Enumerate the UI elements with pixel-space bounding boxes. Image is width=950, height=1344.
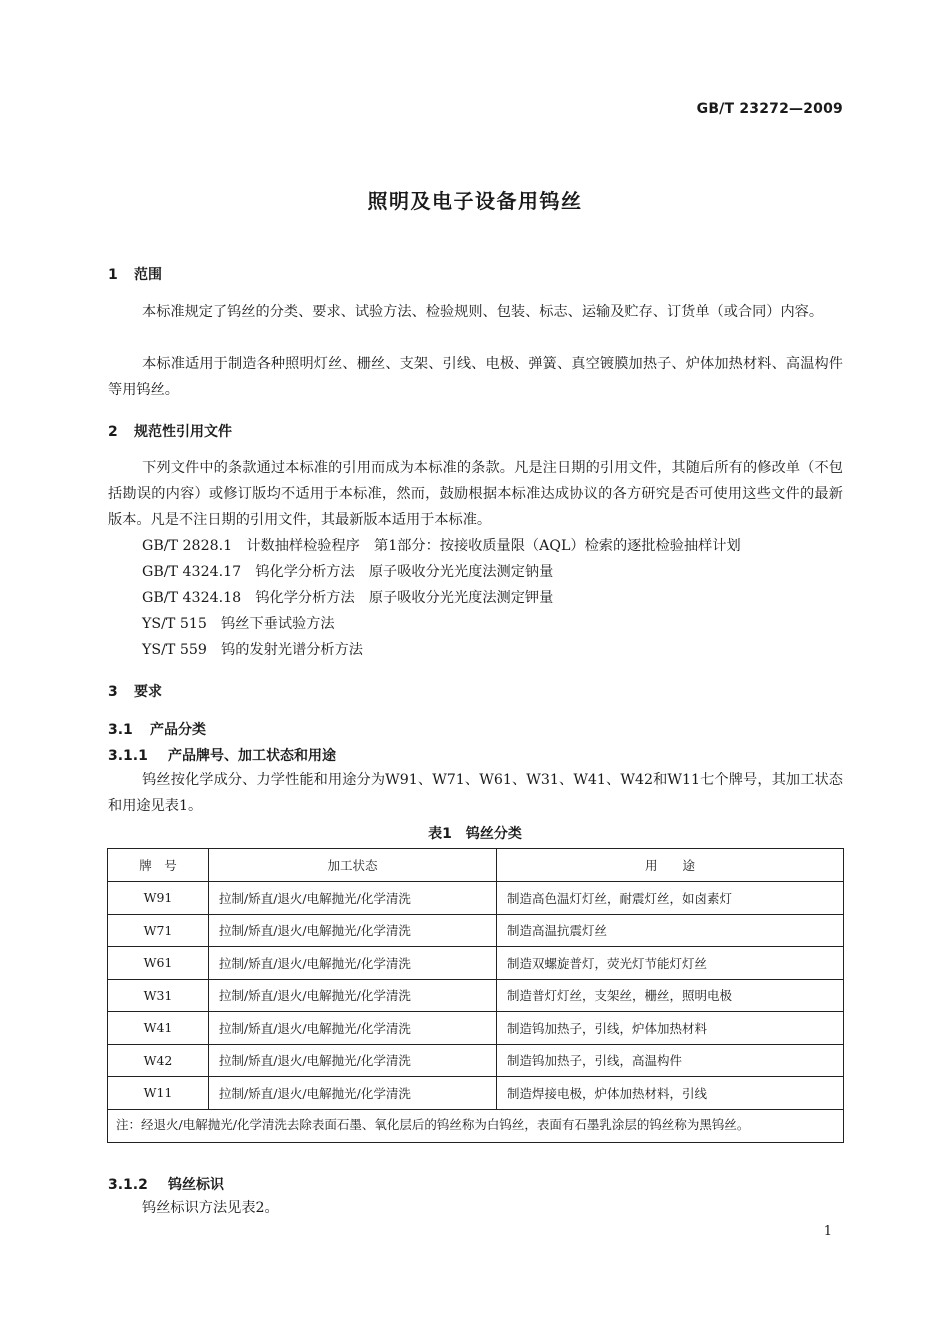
cell-usage: 制造双螺旋普灯，荧光灯节能灯灯丝 [497, 947, 844, 980]
cell-state: 拉制/矫直/退火/电解抛光/化学清洗 [209, 1077, 497, 1110]
col-header-usage: 用 途 [497, 849, 844, 882]
table-header-row [108, 849, 844, 882]
section-number: 3 [108, 684, 118, 700]
section-title: 范围 [134, 267, 162, 283]
section-title: 产品分类 [150, 722, 206, 738]
table-row [108, 914, 844, 947]
cell-grade: W71 [108, 914, 209, 947]
table-row [108, 1044, 844, 1077]
cell-grade: W91 [108, 882, 209, 915]
reference-item: GB/T 2828.1 计数抽样检验程序 第1部分：按接收质量限（AQL）检索的逐批检验抽样计划 [142, 538, 741, 554]
cell-state: 拉制/矫直/退火/电解抛光/化学清洗 [209, 947, 497, 980]
cell-usage: 制造钨加热子，引线，炉体加热材料 [497, 1012, 844, 1045]
references-paragraph: 下列文件中的条款通过本标准的引用而成为本标准的条款。凡是注日期的引用文件，其随后所有的修改单（不包括勘误的内容）或修订版均不适用于本标准，然而，鼓励根据本标准达成协议的各方研究是否可使用这些文件的最新版本。凡是不注日期的引用文件，其最新版本适用于本标准。 [108, 460, 843, 528]
section-title: 钨丝标识 [168, 1177, 224, 1193]
cell-grade: W61 [108, 947, 209, 980]
table-row [108, 979, 844, 1012]
section-3-1-heading [108, 719, 206, 739]
section-number: 2 [108, 424, 118, 440]
section-title: 产品牌号、加工状态和用途 [168, 748, 336, 764]
cell-grade: W31 [108, 979, 209, 1012]
section-3-1-2-heading [108, 1174, 224, 1194]
section-number: 1 [108, 267, 118, 283]
section-title: 要求 [134, 684, 162, 700]
table-row [108, 1077, 844, 1110]
table-1 [107, 848, 844, 1143]
section-number: 3.1 [108, 722, 133, 738]
scope-paragraph-2: 本标准适用于制造各种照明灯丝、栅丝、支架、引线、电极、弹簧、真空镀膜加热子、炉体加热材料、高温构件等用钨丝。 [108, 356, 843, 398]
cell-state: 拉制/矫直/退火/电解抛光/化学清洗 [209, 1044, 497, 1077]
section-3-heading [108, 681, 162, 701]
section-title: 规范性引用文件 [134, 424, 232, 440]
reference-item: GB/T 4324.18 钨化学分析方法 原子吸收分光光度法测定钾量 [142, 590, 554, 606]
standard-number: GB/T 23272—2009 [696, 101, 843, 117]
cell-usage: 制造普灯灯丝，支架丝，栅丝，照明电极 [497, 979, 844, 1012]
section-number: 3.1.2 [108, 1177, 148, 1193]
cell-state: 拉制/矫直/退火/电解抛光/化学清洗 [209, 914, 497, 947]
table-note-row [108, 1109, 844, 1142]
cell-grade: W11 [108, 1077, 209, 1110]
col-header-grade: 牌 号 [108, 849, 209, 882]
section-1-heading [108, 264, 162, 284]
cell-state: 拉制/矫直/退火/电解抛光/化学清洗 [209, 1012, 497, 1045]
cell-grade: W41 [108, 1012, 209, 1045]
page-number: 1 [823, 1224, 832, 1239]
cell-state: 拉制/矫直/退火/电解抛光/化学清洗 [209, 979, 497, 1012]
table-row [108, 1012, 844, 1045]
cell-usage: 制造高色温灯灯丝，耐震灯丝，如卤素灯 [497, 882, 844, 915]
table-row [108, 947, 844, 980]
section-number: 3.1.1 [108, 748, 148, 764]
reference-item: YS/T 515 钨丝下垂试验方法 [142, 616, 335, 632]
section-3-1-1-heading [108, 745, 336, 765]
table-note: 注：经退火/电解抛光/化学清洗去除表面石墨、氧化层后的钨丝称为白钨丝，表面有石墨乳涂层的钨丝称为黑钨丝。 [116, 1116, 750, 1132]
document-title: 照明及电子设备用钨丝 [367, 189, 583, 213]
table-row [108, 882, 844, 915]
classification-paragraph: 钨丝按化学成分、力学性能和用途分为W91、W71、W61、W31、W41、W42和W11七个牌号，其加工状态和用途见表1。 [108, 772, 843, 814]
cell-usage: 制造高温抗震灯丝 [497, 914, 844, 947]
cell-usage: 制造焊接电极，炉体加热材料，引线 [497, 1077, 844, 1110]
cell-usage: 制造钨加热子，引线，高温构件 [497, 1044, 844, 1077]
section-2-heading [108, 421, 232, 441]
reference-item: GB/T 4324.17 钨化学分析方法 原子吸收分光光度法测定钠量 [142, 564, 554, 580]
scope-paragraph-1: 本标准规定了钨丝的分类、要求、试验方法、检验规则、包装、标志、运输及贮存、订货单（或合同）内容。 [142, 304, 824, 320]
col-header-state: 加工状态 [209, 849, 497, 882]
reference-item: YS/T 559 钨的发射光谱分析方法 [142, 642, 363, 658]
cell-grade: W42 [108, 1044, 209, 1077]
table-1-caption: 表1 钨丝分类 [428, 826, 522, 842]
marking-paragraph: 钨丝标识方法见表2。 [142, 1200, 279, 1216]
cell-state: 拉制/矫直/退火/电解抛光/化学清洗 [209, 882, 497, 915]
